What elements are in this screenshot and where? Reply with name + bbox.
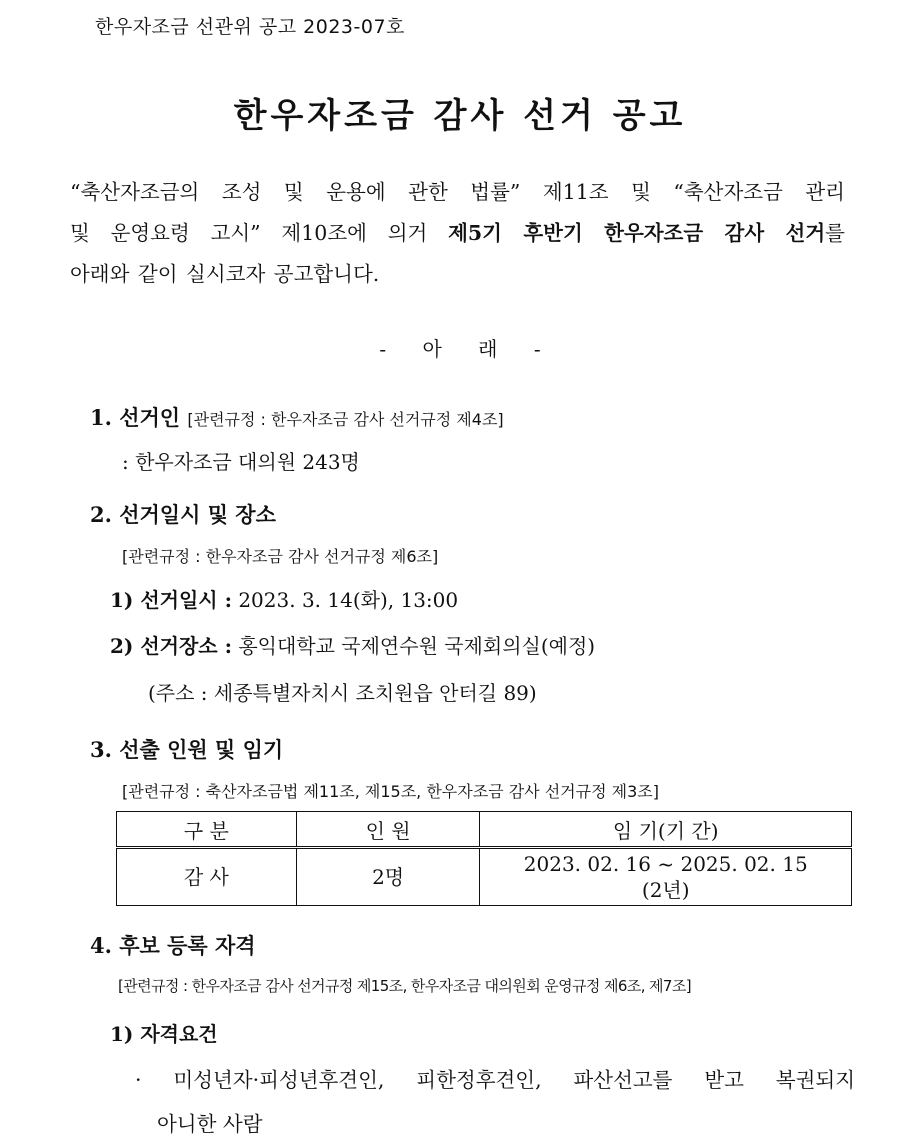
section-1-body: : 한우자조금 대의원 243명 bbox=[122, 450, 360, 474]
term-table-category: 감 사 bbox=[117, 848, 297, 906]
term-table-term-line-1: 2023. 02. 16 ~ 2025. 02. 15 bbox=[523, 852, 808, 876]
section-2-heading: 2. 선거일시 및 장소 bbox=[90, 502, 276, 527]
term-table-header-row bbox=[117, 812, 852, 848]
section-1-heading bbox=[90, 402, 504, 432]
section-4-bullet-line-2: 아니한 사람 bbox=[157, 1112, 263, 1136]
term-table-term-line-2: (2년) bbox=[641, 878, 690, 902]
term-table-header-category: 구 분 bbox=[117, 812, 297, 848]
section-2-item-2-value: 홍익대학교 국제연수원 국제회의실(예정) bbox=[231, 634, 596, 658]
intro-line-2 bbox=[70, 213, 845, 254]
intro-paragraph bbox=[70, 172, 845, 295]
term-table-header-count: 인 원 bbox=[296, 812, 480, 848]
section-1-title: 1. 선거인 bbox=[90, 405, 181, 430]
intro-line-1: “축산자조금의 조성 및 운용에 관한 법률” 제11조 및 “축산자조금 관리 bbox=[70, 180, 845, 204]
section-2-item-1 bbox=[110, 584, 458, 613]
intro-line-3: 아래와 같이 실시코자 공고합니다. bbox=[70, 262, 380, 286]
intro-line-2-bold: 제5기 후반기 한우자조금 감사 선거 bbox=[448, 221, 826, 245]
notice-number: 한우자조금 선관위 공고 2023-07호 bbox=[95, 16, 405, 38]
section-4-item-1-label: 1) 자격요건 bbox=[110, 1022, 218, 1046]
section-4-item-1 bbox=[110, 1018, 218, 1047]
section-2-item-2-label: 2) 선거장소 : bbox=[110, 634, 232, 658]
intro-line-2-post: 를 bbox=[825, 221, 845, 245]
section-2-ref: [관련규정 : 한우자조금 감사 선거규정 제6조] bbox=[122, 547, 439, 566]
section-3-ref: [관련규정 : 축산자조금법 제11조, 제15조, 한우자조금 감사 선거규정 제3조] bbox=[122, 782, 659, 801]
section-4-ref: [관련규정 : 한우자조금 감사 선거규정 제15조, 한우자조금 대의원회 운영규정 제6조, 제7조] bbox=[118, 977, 692, 995]
below-label: - 아 래 - bbox=[379, 337, 541, 361]
section-4-bullet bbox=[135, 1058, 855, 1146]
section-3-heading: 3. 선출 인원 및 임기 bbox=[90, 737, 284, 762]
section-4-bullet-line-1: · 미성년자·피성년후견인, 피한정후견인, 파산선고를 받고 복권되지 bbox=[135, 1068, 855, 1092]
section-2-address: (주소 : 세종특별자치시 조치원읍 안터길 89) bbox=[148, 681, 537, 705]
term-table-header-term: 임 기(기 간) bbox=[480, 812, 852, 848]
page-title: 한우자조금 감사 선거 공고 bbox=[233, 96, 687, 136]
section-2-item-2 bbox=[110, 630, 595, 659]
table-row bbox=[117, 848, 852, 906]
section-1-ref: [관련규정 : 한우자조금 감사 선거규정 제4조] bbox=[187, 410, 504, 429]
section-4-heading: 4. 후보 등록 자격 bbox=[90, 933, 256, 958]
intro-line-2-pre: 및 운영요령 고시” 제10조에 의거 bbox=[70, 221, 449, 245]
term-table bbox=[116, 811, 852, 906]
section-2-item-1-label: 1) 선거일시 : bbox=[110, 588, 232, 612]
term-table-term bbox=[480, 848, 852, 906]
term-table-count: 2명 bbox=[296, 848, 480, 906]
section-2-item-1-value: 2023. 3. 14(화), 13:00 bbox=[231, 588, 459, 612]
